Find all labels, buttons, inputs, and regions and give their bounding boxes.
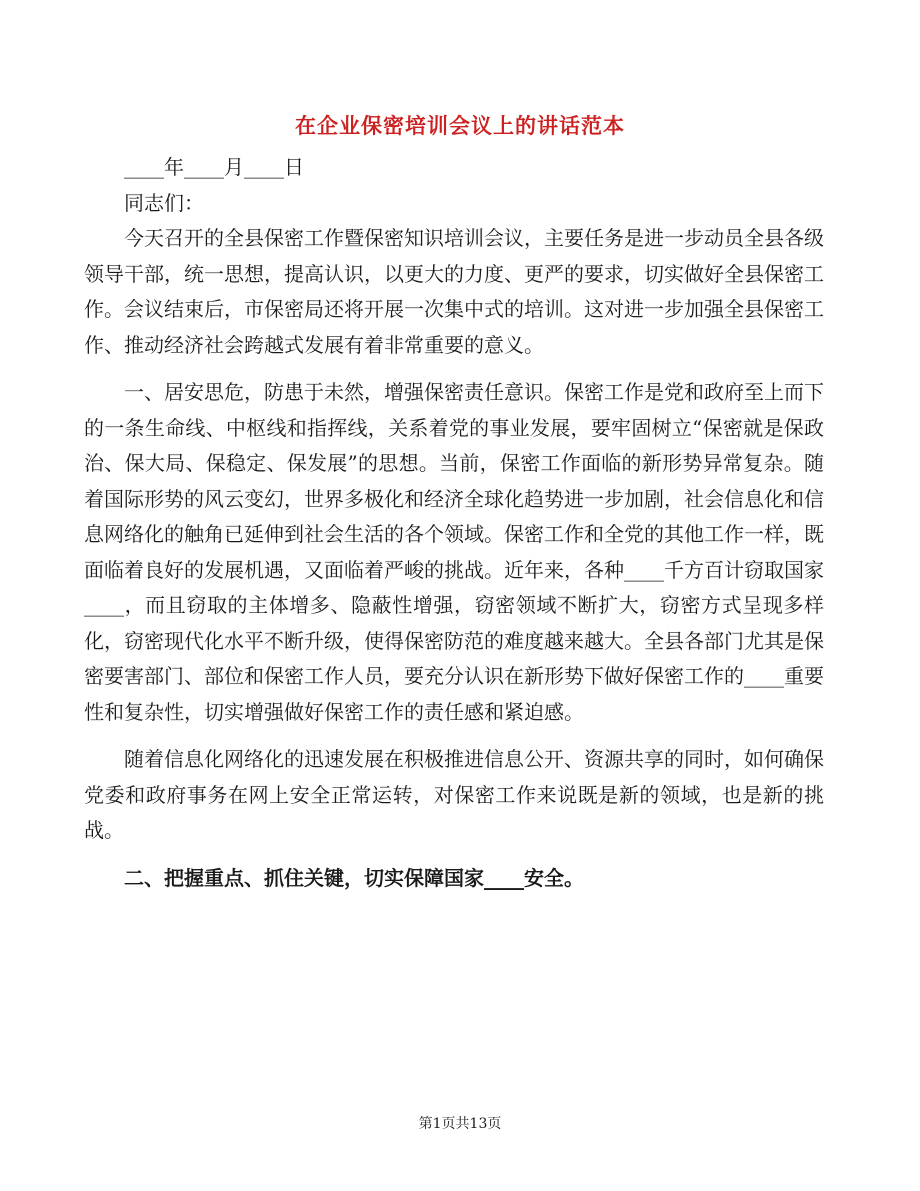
page-indicator: 第1页共13页 bbox=[418, 1116, 502, 1132]
section-two-heading: 二、把握重点、抓住关键，切实保障国家____安全。 bbox=[124, 865, 584, 890]
date-line: ____年____月____日 bbox=[124, 155, 304, 179]
document-title: 在企业保密培训会议上的讲话范本 bbox=[295, 114, 625, 138]
paragraph-network: 随着信息化网络化的迅速发展在积极推进信息公开、资源共享的同时，如何确保党委和政府事务在网上安全正常运转，对保密工作来说既是新的领域，也是新的挑战。 bbox=[84, 747, 824, 842]
paragraph-section-one: 一、居安思危，防患于未然，增强保密责任意识。保密工作是党和政府至上而下的一条生命线、中枢线和指挥线，关系着党的事业发展，要牢固树立“保密就是保政治、保大局、保稳定、保发展”的思想。当前，保密工作面临的新形势异常复杂。随着国际形势的风云变幻，世界多极化和经济全球化趋势进一步加剧，社会信息化和信息网络化的触角已延伸到社会生活的各个领域。保密工作和全党的其他工作一样，既面临着良好的发展机遇，又面临着严峻的挑战。近年来，各种____千方百计窃取国家____，而且窃取的主体增多、隐蔽性增强，窃密领域不断扩大，窃密方式呈现多样化，窃密现代化水平不断升级，使得保密防范的难度越来越大。全县各部门尤其是保密要害部门、部位和保密工作人员，要充分认识在新形势下做好保密工作的____重要性和复杂性，切实增强做好保密工作的责任感和紧迫感。 bbox=[84, 380, 824, 724]
paragraph-intro: 今天召开的全县保密工作暨保密知识培训会议，主要任务是进一步动员全县各级领导干部，统一思想，提高认识，以更大的力度、更严的要求，切实做好全县保密工作。会议结束后，市保密局还将开展一次集中式的培训。这对进一步加强全县保密工作、推动经济社会跨越式发展有着非常重要的意义。 bbox=[84, 226, 824, 357]
salutation: 同志们： bbox=[124, 190, 204, 215]
document-body bbox=[84, 150, 824, 896]
